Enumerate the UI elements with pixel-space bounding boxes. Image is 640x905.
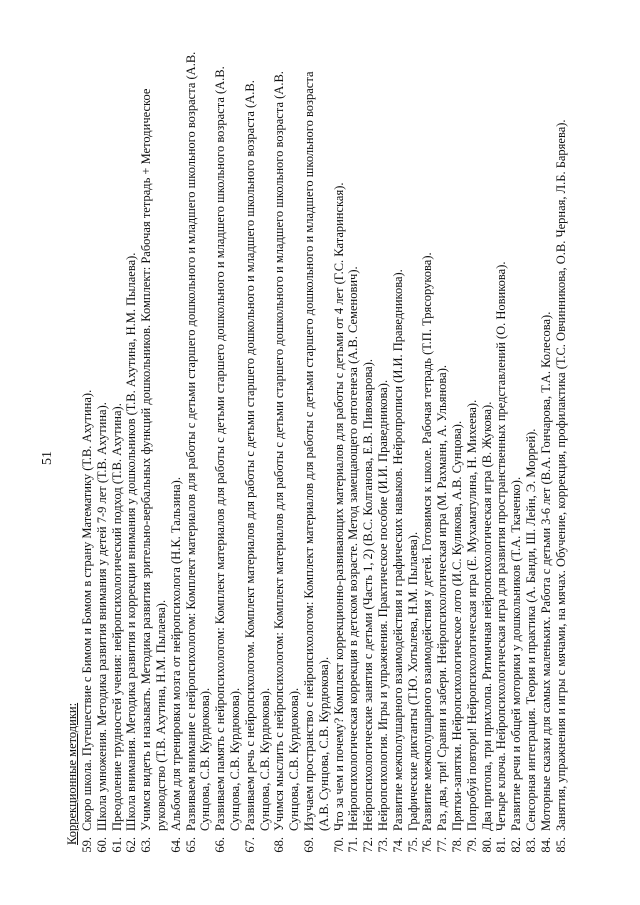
item-text: Что за чем и почему? Комплект коррекционно-развивающих материалов для работы с детьми от 4 лет (Г.С. Катаринская). (331, 182, 346, 831)
list-item (435, 45, 450, 865)
item-text: Раз, два, три! Сравни и забери. Нейропсихологическая игра (М. Рахманн, А. Ульянова). (435, 365, 450, 831)
list-item (361, 45, 376, 865)
item-text: Нейропсихология. Игры и упражнения. Практическое пособие (И.И. Праведникова). (375, 379, 390, 831)
list-item (332, 45, 347, 865)
item-number: 78. (449, 837, 464, 853)
list-item (302, 45, 332, 865)
item-number: 75. (405, 837, 420, 853)
item-number: 65. (183, 837, 198, 853)
list-item (480, 45, 495, 865)
list-item (184, 45, 214, 865)
list-item (243, 45, 273, 865)
item-text: Развитие межполушарного взаимодействия у детей. Готовимся к школе. Рабочая тетрадь (Т.П. Трясорукова). (420, 252, 435, 831)
item-text: Прятки-запятки. Нейропсихологическое лото (И.С. Куликова, А.В. Сунцова). (449, 420, 464, 831)
item-text: Нейропсихологические занятия с детьми (Часть 1, 2) (В.С. Колганова, Е.В. Пивоварова). (361, 358, 376, 831)
item-text: Альбом для тренировки мозга от нейропсихолога (Н.К. Тальзина). (168, 477, 183, 831)
list-item (95, 45, 110, 865)
item-text: Два притопа, три прихлопа. Ритмичная нейропсихологическая игра (В. Жукова). (479, 401, 494, 831)
item-text: Попробуй повтори! Нейропсихологическая игра (Е. Мухаматулина, Н. Михеева). (464, 399, 479, 831)
item-number: 85. (553, 837, 568, 853)
item-number: 63. (139, 837, 154, 853)
item-number: 67. (242, 837, 257, 853)
item-number: 70. (331, 837, 346, 853)
item-number: 59. (80, 837, 94, 853)
item-number: 82. (509, 837, 524, 853)
list-item (465, 45, 480, 865)
item-number: 62. (124, 837, 139, 853)
list-item (450, 45, 465, 865)
list-item (139, 45, 169, 865)
item-text: Развиваем память с нейропсихологом: Комплект материалов для работы с детьми старшего дошкольного и младшего школьного возраста (А.В. Сунцова, С.В. Курдюкова). (213, 66, 242, 831)
item-number: 64. (168, 837, 183, 853)
item-text: Учимся видеть и называть. Методика развития зрительно-вербальных функций дошкольников. Комплект: Рабочая тетрадь + Методическое руководство (Т.В. Ахутина, Н.М. Пылаева). (139, 88, 168, 831)
item-number: 61. (109, 837, 124, 853)
item-number: 68. (272, 837, 287, 853)
list-item (391, 45, 406, 865)
item-number: 81. (494, 837, 509, 853)
item-text: Развиваем речь с нейропсихологом. Комплект материалов для работы с детьми старшего дошкольного и младшего школьного возраста (А.В. Сунцова, С.В. Курдюкова). (242, 80, 272, 831)
item-text: Нейропсихологическая коррекция в детском возрасте. Метод замещающего онтогенеза (А.В. Семенович). (346, 266, 361, 831)
methods-list (80, 45, 568, 865)
item-text: Школа умножения. Методика развития внимания у детей 7-9 лет (Т.В. Ахутина). (94, 402, 109, 831)
item-text: Развитие межполушарного взаимодействия и графических навыков. Нейропрописи (И.И. Праведникова). (390, 269, 405, 831)
list-item (213, 45, 243, 865)
list-item (124, 45, 139, 865)
item-number: 84. (538, 837, 553, 853)
item-number: 73. (375, 837, 390, 853)
item-text: Скоро школа. Путешествие с Бимом и Бомом в страну Математику (Т.В. Ахутина). (80, 389, 94, 831)
list-item (169, 45, 184, 865)
list-item (406, 45, 421, 865)
list-item (376, 45, 391, 865)
section-heading: Коррекционные методики: (65, 702, 79, 845)
item-number: 60. (94, 837, 109, 853)
item-text: Моторные сказки для самых маленьких. Работа с детьми 3-6 лет (В.А. Гончарова, Т.А. Колесова). (538, 311, 553, 831)
item-text: Изучаем пространство с нейропсихологом: Комплект материалов для работы с детьми старшего дошкольного и младшего школьного возраста (А.В. Сунцова, С.В. Курдюкова). (301, 71, 331, 831)
item-number: 69. (301, 837, 316, 853)
item-number: 72. (361, 837, 376, 853)
item-number: 74. (390, 837, 405, 853)
item-text: Преодоление трудностей учения: нейропсихологический подход (Т.В. Ахутина). (109, 403, 124, 831)
item-text: Графические диктанты (Т.Ю. Хотылева, Н.М. Пылаева). (405, 531, 420, 831)
item-text: Занятия, упражнения и игры с мячами, на мячах. Обучение, коррекция, профилактика (Т.С. Овчинникова, О.В. Черная, Л.Б. Баряева). (553, 119, 568, 831)
page-number: 51 (40, 451, 55, 465)
item-number: 83. (523, 837, 538, 853)
item-number: 71. (346, 837, 361, 853)
item-text: Учимся мыслить с нейропсихологом: Комплект материалов для работы с детьми старшего дошкольного и младшего школьного возраста (А.В. Сунцова, С.В. Курдюкова). (272, 71, 302, 831)
item-number: 80. (479, 837, 494, 853)
item-number: 66. (213, 837, 228, 853)
list-item (420, 45, 435, 865)
item-number: 76. (420, 837, 435, 853)
item-text: Развиваем внимание с нейропсихологом: Комплект материалов для работы с детьми старшего дошкольного и младшего школьного возраста (А.В. Сунцова, С.В. Курдюкова). (183, 51, 213, 831)
list-item (554, 45, 569, 865)
item-number: 77. (435, 837, 450, 853)
item-text: Четыре ключа. Нейропсихологическая игра для развития пространственных представлений (О. Новикова). (494, 261, 509, 831)
list-item (80, 45, 95, 865)
item-number: 79. (464, 837, 479, 853)
list-item (524, 45, 539, 865)
list-item (346, 45, 361, 865)
list-item (539, 45, 554, 865)
list-item (110, 45, 125, 865)
item-text: Школа внимания. Методика развития и коррекции внимания у дошкольников (Т.В. Ахутина, Н.М. Пылаева). (124, 252, 139, 831)
list-item (509, 45, 524, 865)
list-item (494, 45, 509, 865)
item-text: Сенсорная интеграция. Теория и практика (А. Банди, Ш. Лейн, Э. Моррей). (523, 428, 538, 831)
item-text: Развитие речи и общей моторики у дошкольников (Т.А. Ткаченко). (509, 476, 524, 831)
list-item (272, 45, 302, 865)
